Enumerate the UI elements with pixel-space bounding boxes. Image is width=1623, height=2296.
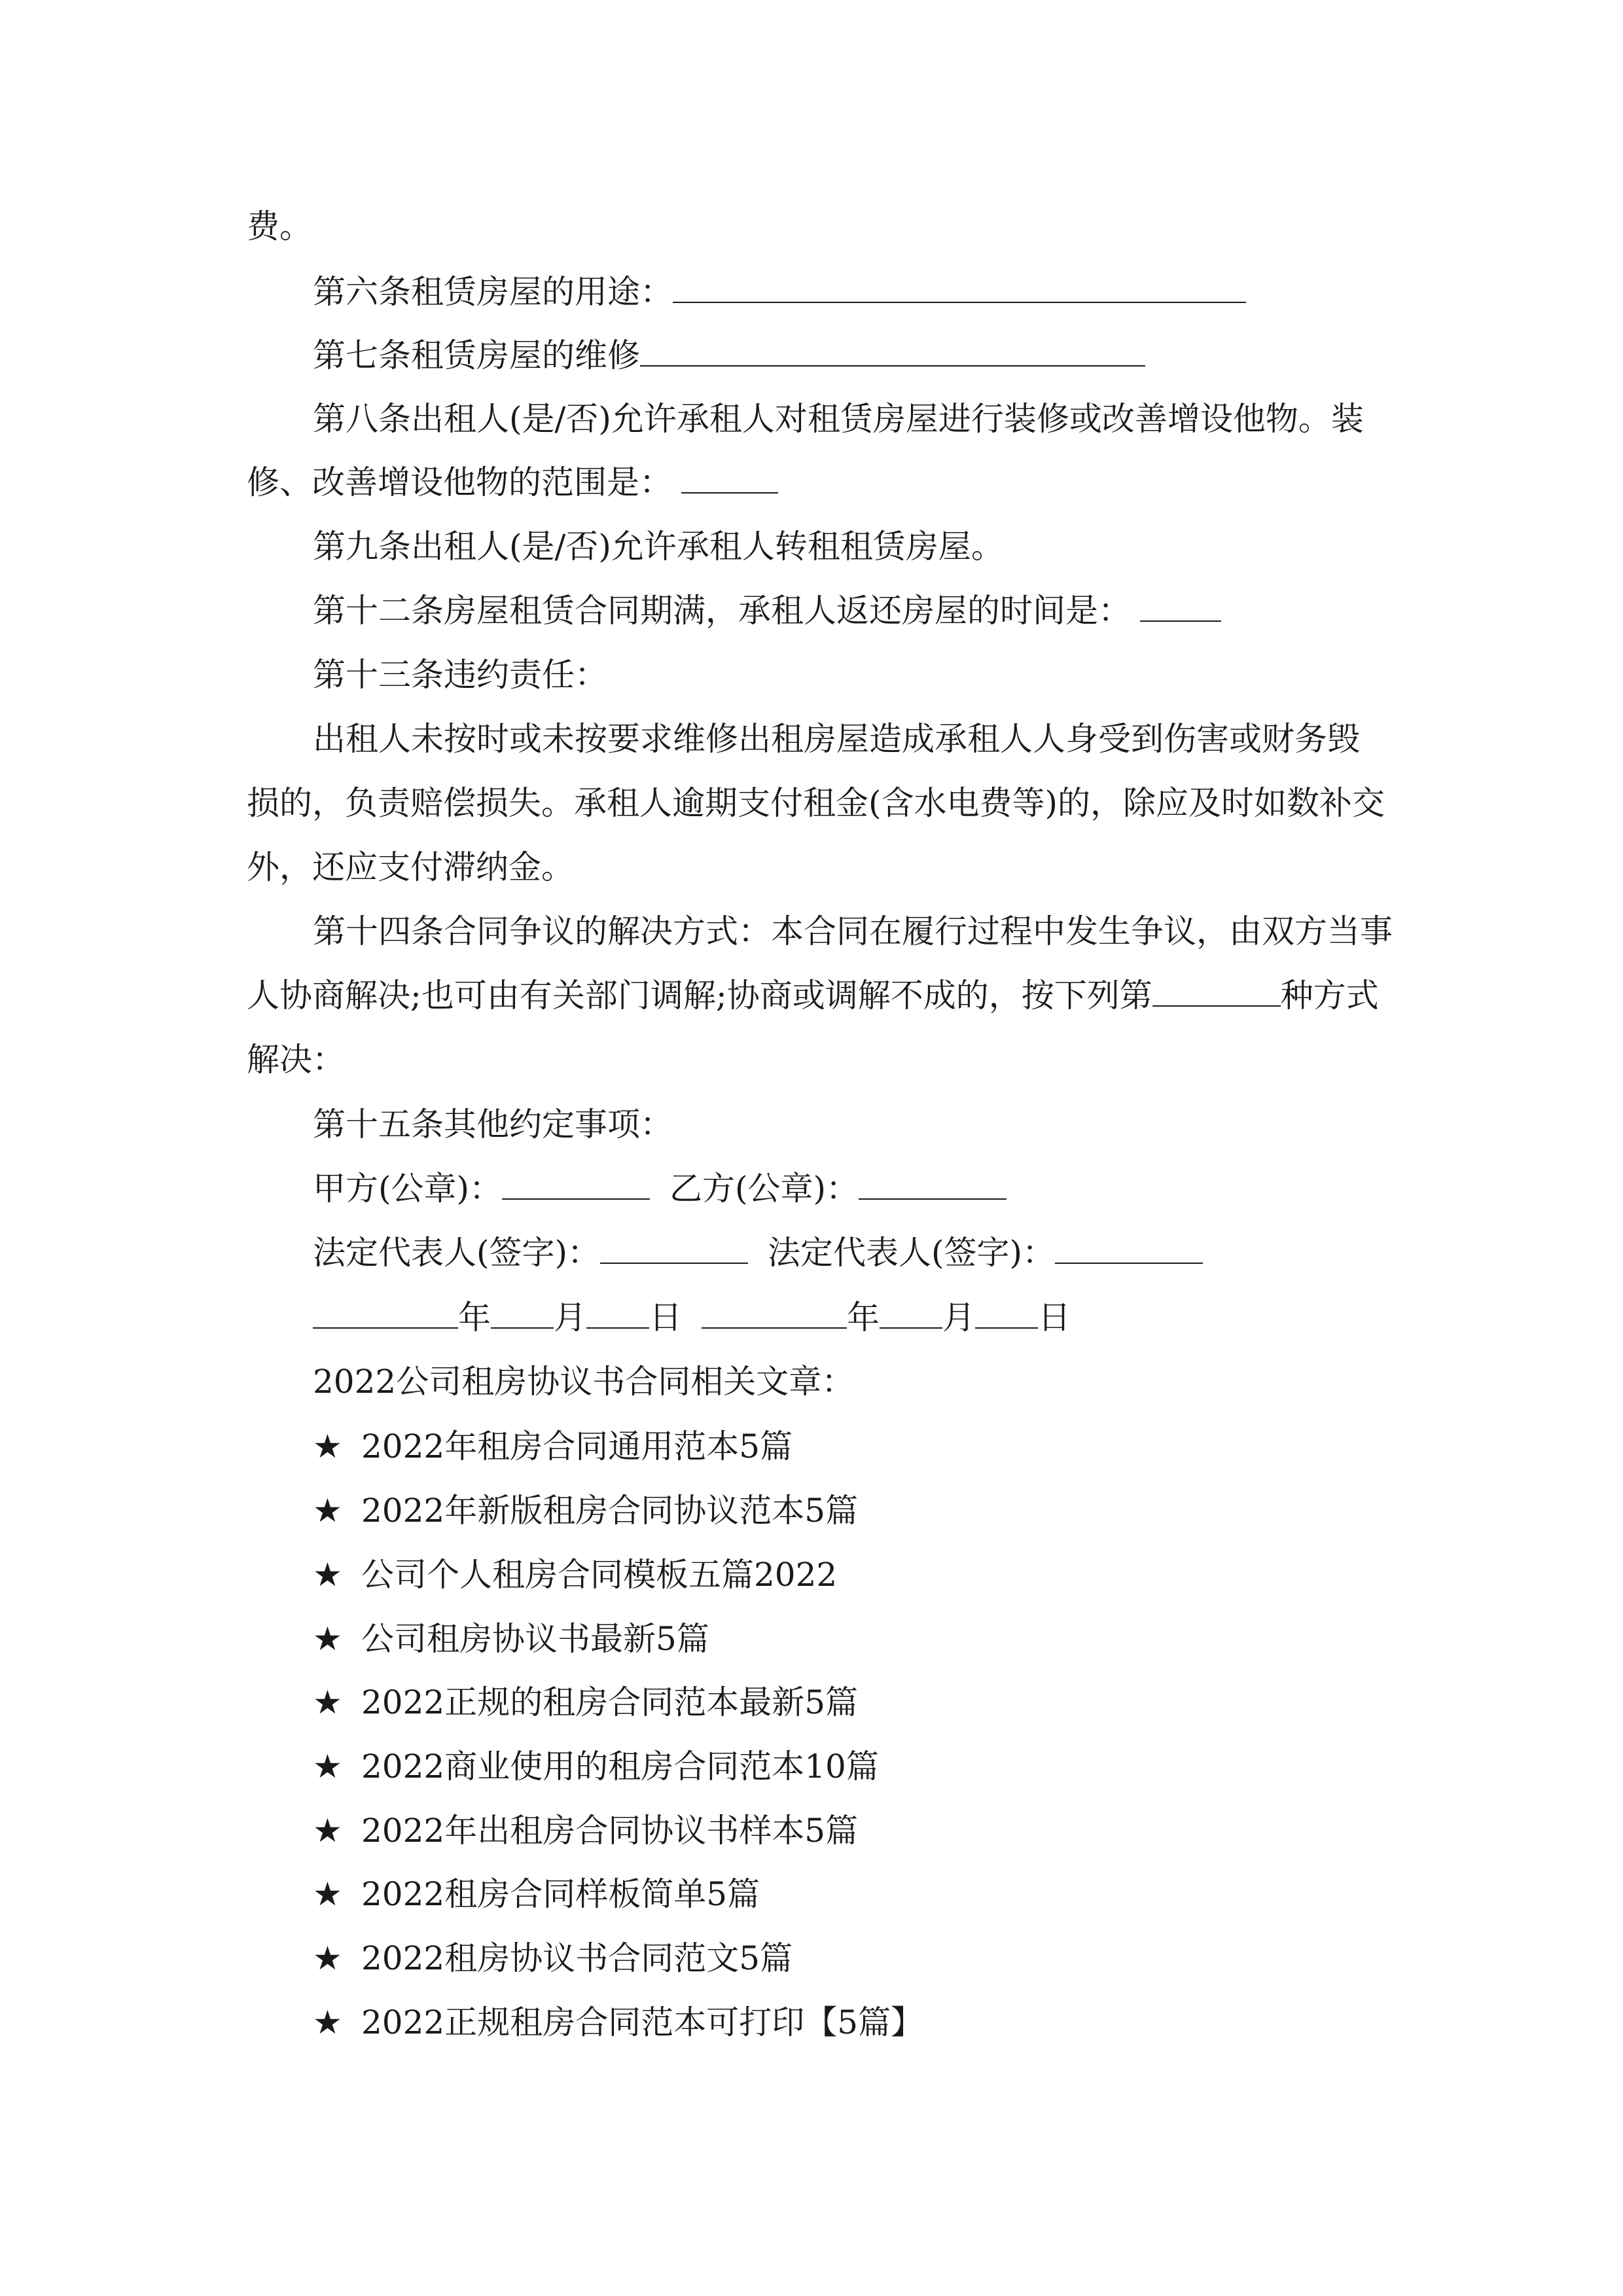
star-icon: ★ bbox=[313, 1683, 342, 1721]
date-b-day-label: 日 bbox=[1038, 1299, 1071, 1336]
related-heading bbox=[313, 1362, 854, 1401]
rep-a-blank[interactable] bbox=[600, 1234, 748, 1264]
related-link-text[interactable]: 2022正规的租房合同范本最新5篇 bbox=[361, 1683, 859, 1721]
date-a-year-blank[interactable] bbox=[313, 1299, 458, 1329]
text-l4: 第八条出租人(是/否)允许承租人对租赁房屋进行装修或改善增设他物。装 bbox=[313, 400, 1364, 438]
fill-blank-method[interactable] bbox=[1152, 977, 1281, 1007]
clause-14 bbox=[313, 912, 1393, 951]
star-icon: ★ bbox=[313, 1427, 342, 1465]
clause-15 bbox=[313, 1105, 673, 1144]
related-link-text[interactable]: 2022年出租房合同协议书样本5篇 bbox=[361, 1812, 859, 1850]
star-icon: ★ bbox=[313, 1748, 342, 1785]
related-link[interactable] bbox=[313, 1619, 709, 1659]
date-b-month-label: 月 bbox=[942, 1299, 975, 1336]
text-l12: 第十四条合同争议的解决方式：本合同在履行过程中发生争议，由双方当事 bbox=[313, 912, 1393, 950]
date-b-day-blank[interactable] bbox=[975, 1299, 1038, 1329]
related-link-text[interactable]: 2022租房协议书合同范文5篇 bbox=[361, 1939, 793, 1977]
rep-b-blank[interactable] bbox=[1055, 1234, 1203, 1264]
text-l3: 第七条租赁房屋的维修 bbox=[313, 336, 640, 374]
text-l7: 第十二条房屋租赁合同期满，承租人返还房屋的时间是： bbox=[313, 592, 1131, 630]
related-link[interactable] bbox=[313, 1491, 858, 1530]
clause-12 bbox=[313, 591, 1221, 630]
star-icon: ★ bbox=[313, 1492, 342, 1530]
clause-14-cont bbox=[247, 976, 1379, 1015]
star-icon: ★ bbox=[313, 1556, 342, 1594]
fill-blank-usage[interactable] bbox=[673, 273, 1246, 303]
text-l1: 费。 bbox=[247, 207, 312, 245]
related-link-text[interactable]: 2022年新版租房合同协议范本5篇 bbox=[361, 1492, 859, 1530]
fill-blank-scope[interactable] bbox=[681, 463, 778, 493]
related-link-text[interactable]: 公司租房协议书最新5篇 bbox=[361, 1620, 709, 1658]
clause-7 bbox=[313, 336, 1145, 375]
related-link-text[interactable]: 2022商业使用的租房合同范本10篇 bbox=[361, 1748, 879, 1785]
related-link[interactable] bbox=[313, 1939, 793, 1978]
text-l14: 解决： bbox=[247, 1041, 345, 1079]
related-link[interactable] bbox=[313, 1683, 858, 1722]
star-icon: ★ bbox=[313, 2003, 342, 2041]
clause-9 bbox=[313, 527, 1004, 566]
star-icon: ★ bbox=[313, 1939, 342, 1977]
date-a-month-label: 月 bbox=[554, 1299, 586, 1336]
related-heading-text: 2022公司租房协议书合同相关文章： bbox=[313, 1363, 855, 1401]
rep-b-label: 法定代表人(签字)： bbox=[768, 1234, 1056, 1272]
date-b-year-blank[interactable] bbox=[702, 1299, 847, 1329]
text-l8: 第十三条违约责任： bbox=[313, 656, 607, 694]
star-icon: ★ bbox=[313, 1875, 342, 1913]
text-l10: 损的，负责赔偿损失。承租人逾期支付租金(含水电费等)的，除应及时如数补交 bbox=[247, 784, 1385, 822]
text-l2: 第六条租赁房屋的用途： bbox=[313, 273, 673, 311]
text-l13b: 种方式 bbox=[1280, 977, 1379, 1014]
clause-6 bbox=[313, 272, 1246, 312]
clause-13 bbox=[313, 655, 607, 694]
rep-a-label: 法定代表人(签字)： bbox=[313, 1234, 601, 1272]
related-link[interactable] bbox=[313, 1747, 879, 1786]
party-a-seal-label: 甲方(公章)： bbox=[313, 1170, 503, 1208]
party-b-seal-blank[interactable] bbox=[859, 1170, 1007, 1200]
fill-blank-return-time[interactable] bbox=[1140, 592, 1221, 622]
signature-seal-row bbox=[313, 1169, 1007, 1208]
text-l13a: 人协商解决;也可由有关部门调解;协商或调解不成的，按下列第 bbox=[247, 977, 1152, 1014]
signature-rep-row bbox=[313, 1233, 1203, 1272]
related-link[interactable] bbox=[313, 2003, 923, 2042]
star-icon: ★ bbox=[313, 1620, 342, 1658]
clause-13-body-3 bbox=[247, 848, 574, 887]
clause-14-end bbox=[247, 1040, 345, 1079]
date-b-month-blank[interactable] bbox=[880, 1299, 942, 1329]
date-a-year-label: 年 bbox=[458, 1299, 491, 1336]
text-l5: 修、改善增设他物的范围是： bbox=[247, 463, 672, 501]
clause-8-cont bbox=[247, 463, 778, 502]
related-link[interactable] bbox=[313, 1874, 760, 1914]
date-a-day-blank[interactable] bbox=[586, 1299, 649, 1329]
clause-8 bbox=[313, 399, 1364, 439]
party-b-seal-label: 乙方(公章)： bbox=[669, 1170, 859, 1208]
related-link[interactable] bbox=[313, 1555, 837, 1594]
text-l11: 外，还应支付滞纳金。 bbox=[247, 848, 574, 886]
date-a-month-blank[interactable] bbox=[491, 1299, 554, 1329]
text-l6: 第九条出租人(是/否)允许承租人转租租赁房屋。 bbox=[313, 528, 1004, 565]
date-b-year-label: 年 bbox=[847, 1299, 880, 1336]
text-l9: 出租人未按时或未按要求维修出租房屋造成承租人人身受到伤害或财务毁 bbox=[313, 720, 1360, 758]
fill-blank-repair[interactable] bbox=[640, 336, 1145, 367]
clause-13-body-1 bbox=[313, 719, 1360, 759]
related-link-text[interactable]: 2022正规租房合同范本可打印【5篇】 bbox=[361, 2003, 924, 2041]
related-link-text[interactable]: 公司个人租房合同模板五篇2022 bbox=[361, 1556, 838, 1594]
star-icon: ★ bbox=[313, 1812, 342, 1850]
text-l15: 第十五条其他约定事项： bbox=[313, 1105, 673, 1143]
signature-date-row bbox=[313, 1298, 1071, 1337]
paragraph-continuation bbox=[247, 207, 312, 246]
clause-13-body-2 bbox=[247, 783, 1385, 823]
related-link-text[interactable]: 2022年租房合同通用范本5篇 bbox=[361, 1427, 793, 1465]
date-a-day-label: 日 bbox=[649, 1299, 682, 1336]
party-a-seal-blank[interactable] bbox=[502, 1170, 650, 1200]
related-link[interactable] bbox=[313, 1811, 858, 1850]
related-link[interactable] bbox=[313, 1427, 793, 1466]
related-link-text[interactable]: 2022租房合同样板简单5篇 bbox=[361, 1875, 760, 1913]
